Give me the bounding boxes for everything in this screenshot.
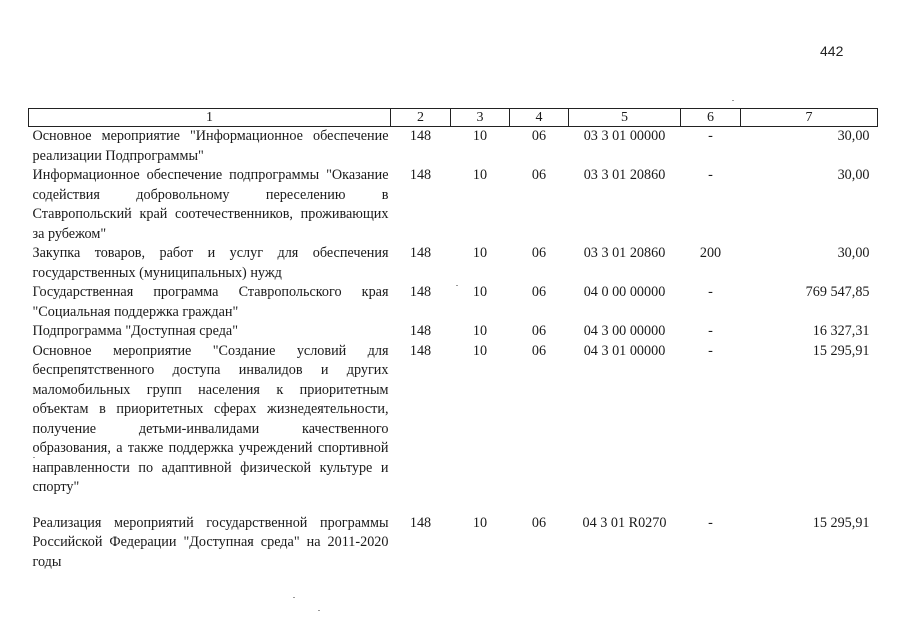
table-row [29, 514, 878, 573]
row-ministry: 148 [409, 167, 432, 183]
row-section: 10 [472, 128, 488, 144]
row-subsection: 06 [531, 167, 547, 183]
row-name: Подпрограмма "Доступная среда" [32, 323, 239, 339]
row-subsection: 06 [531, 342, 547, 359]
row-section: 10 [472, 514, 488, 531]
row-target: 04 0 00 00000 [583, 284, 666, 300]
row-section: 10 [472, 245, 488, 261]
row-expense-type: - [708, 128, 713, 144]
row-ministry: 148 [409, 323, 432, 339]
row-ministry: 148 [409, 342, 432, 359]
row-name: Основное мероприятие "Информационное обеспечение реализации Подпрограммы" [32, 128, 389, 164]
row-section: 10 [472, 342, 488, 359]
scan-speck [293, 597, 295, 598]
row-expense-type: - [708, 167, 713, 183]
row-ministry: 148 [409, 284, 432, 300]
row-amount: 15 295,91 [812, 342, 870, 359]
row-expense-type: - [708, 514, 713, 531]
row-amount: 769 547,85 [805, 284, 870, 300]
column-header-ministry: 2 [391, 109, 451, 127]
table-row [29, 342, 878, 514]
row-name: Основное мероприятие "Создание условий для беспрепятственного доступа инвалидов и других маломобильных групп населения к приоритетным объектам в приоритетных сферах жизнедеятельности, получение детьми-инвалидами качественного образования, а также поддержка учреждений спортивной направленности по адаптивной физической культуре и спорту" [32, 342, 389, 495]
table-row [29, 127, 878, 167]
scan-speck [33, 457, 35, 458]
row-section: 10 [472, 167, 488, 183]
row-ministry: 148 [409, 245, 432, 261]
row-subsection: 06 [531, 245, 547, 261]
scan-speck [318, 610, 320, 611]
row-subsection: 06 [531, 323, 547, 339]
row-amount: 15 295,91 [812, 514, 870, 531]
row-name: Информационное обеспечение подпрограммы "Оказание содействия добровольному переселению в Ставропольский край соотечественников, проживающих за рубежом" [32, 167, 389, 242]
row-target: 04 3 01 00000 [583, 342, 666, 359]
row-subsection: 06 [531, 514, 547, 531]
row-expense-type: - [708, 342, 713, 359]
row-target: 04 3 00 00000 [583, 323, 666, 339]
row-target: 03 3 01 00000 [583, 128, 666, 144]
page-number: 442 [820, 43, 844, 59]
table-row [29, 283, 878, 322]
row-name: Реализация мероприятий государственной программы Российской Федерации "Доступная среда" на 2011-2020 годы [32, 514, 389, 570]
row-amount: 30,00 [837, 245, 870, 261]
column-header-name: 1 [29, 109, 391, 127]
row-section: 10 [472, 323, 488, 339]
row-expense-type: - [708, 323, 713, 339]
column-header-amount: 7 [741, 109, 878, 127]
table-row [29, 244, 878, 283]
row-subsection: 06 [531, 128, 547, 144]
scan-speck [732, 100, 734, 101]
row-target: 04 3 01 R0270 [582, 514, 667, 531]
row-ministry: 148 [409, 128, 432, 144]
row-subsection: 06 [531, 284, 547, 300]
row-name: Государственная программа Ставропольского края "Социальная поддержка граждан" [32, 284, 389, 320]
table-header-row [29, 109, 878, 127]
column-header-expense-type: 6 [681, 109, 741, 127]
table-row [29, 322, 878, 342]
row-section: 10 [472, 284, 488, 300]
row-target: 03 3 01 20860 [583, 245, 666, 261]
budget-table [28, 108, 878, 572]
column-header-subsection: 4 [510, 109, 569, 127]
column-header-target: 5 [569, 109, 681, 127]
row-amount: 30,00 [837, 128, 870, 144]
row-expense-type: 200 [699, 245, 722, 261]
row-amount: 30,00 [837, 167, 870, 183]
row-expense-type: - [708, 284, 713, 300]
row-target: 03 3 01 20860 [583, 167, 666, 183]
scan-speck [456, 285, 458, 286]
row-ministry: 148 [409, 514, 432, 531]
table-row [29, 166, 878, 244]
column-header-section: 3 [451, 109, 510, 127]
row-amount: 16 327,31 [812, 323, 870, 339]
row-name: Закупка товаров, работ и услуг для обеспечения государственных (муниципальных) нужд [32, 245, 389, 281]
